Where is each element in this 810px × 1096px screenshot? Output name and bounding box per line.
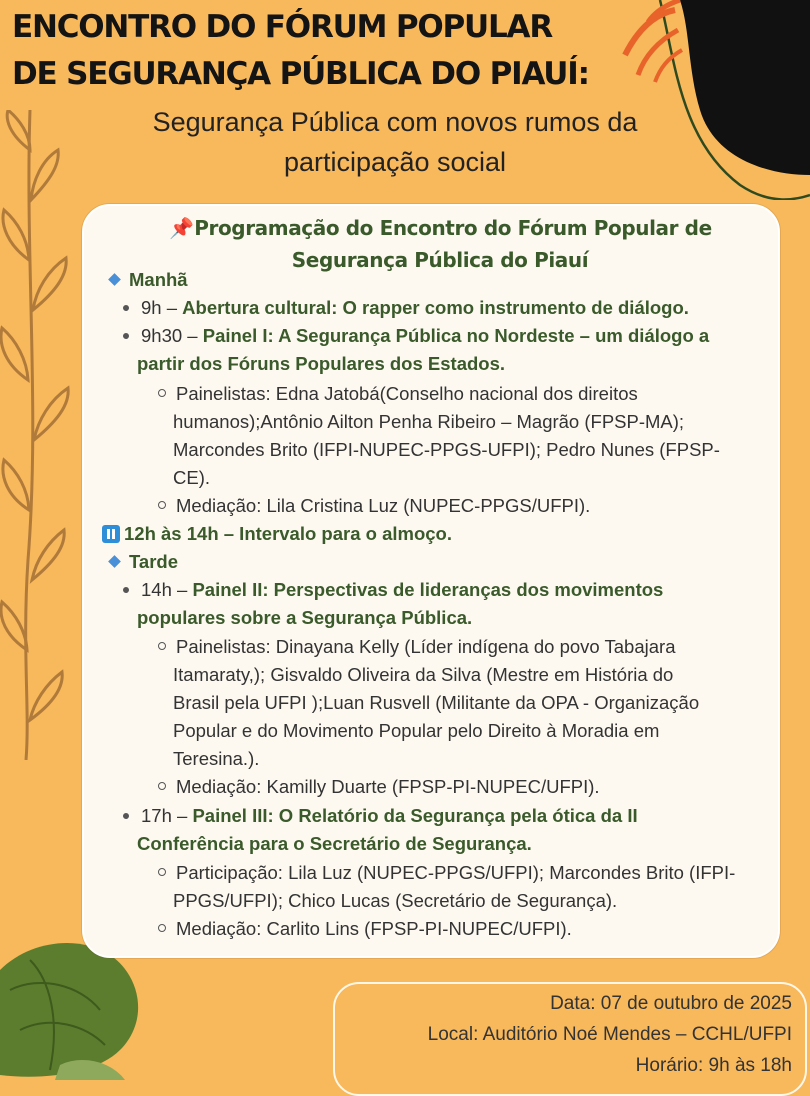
afternoon-heading [107,548,178,576]
morning-label: Manhã [129,269,188,290]
item-title: Painel II: Perspectivas de lideranças dos movimentos [192,579,664,600]
page-subtitle [130,102,660,182]
subtitle-line-1: Segurança Pública com novos rumos da [152,107,638,137]
bullet-icon [123,333,129,339]
item-time: 14h – [141,579,193,600]
list-item [123,576,663,604]
item-title-continued: Conferência para o Secretário de Segurança. [137,833,532,854]
list-item [123,294,689,322]
item-title: Painel I: A Segurança Pública no Nordeste – um diálogo a [202,325,710,346]
circle-bullet-icon [158,642,166,650]
panelists-line: CE). [173,467,210,488]
break-label: 12h às 14h – Intervalo para o almoço. [124,523,452,544]
event-date: Data: 07 de outubro de 2025 [550,993,792,1014]
blue-diamond-icon [108,273,121,286]
sub-item [158,492,590,520]
morning-heading [107,266,188,294]
mediation-line: Mediação: Lila Cristina Luz (NUPEC-PPGS/UFPI). [176,495,591,516]
program-title-line-1: Programação do Encontro do Fórum Popular de [194,216,712,240]
mediation-line: Mediação: Carlito Lins (FPSP-PI-NUPEC/UFPI). [176,918,572,939]
left-branch-decoration [0,110,75,760]
program-title [140,212,740,276]
panelists-line: Brasil pela UFPI );Luan Rusvell (Militante da OPA - Organização [173,692,700,713]
program-title-line-2: Segurança Pública do Piauí [291,248,589,272]
break-item [102,520,452,548]
panelists-line: Painelistas: Dinayana Kelly (Líder indígena do povo Tabajara [176,636,676,657]
blue-diamond-icon [108,555,121,568]
panelists-line: humanos);Antônio Ailton Penha Ribeiro – Magrão (FPSP-MA); [173,411,685,432]
sub-item [158,633,675,661]
sub-item [158,859,735,887]
item-title: Painel III: O Relatório da Segurança pela ótica da II [192,805,638,826]
pause-icon [102,525,120,543]
sub-item [158,915,572,943]
mediation-line: Mediação: Kamilly Duarte (FPSP-PI-NUPEC/UFPI). [176,776,600,797]
item-title-continued: partir dos Fóruns Populares dos Estados. [137,353,506,374]
title-line-2: DE SEGURANÇA PÚBLICA DO PIAUÍ: [12,56,589,92]
event-time: Horário: 9h às 18h [635,1055,792,1076]
panelists-line: Marcondes Brito (IFPI-NUPEC-PPGS-UFPI); Pedro Nunes (FPSP- [173,439,720,460]
page-title [12,4,692,98]
participation-line: PPGS/UFPI); Chico Lucas (Secretário de Segurança). [173,890,618,911]
sub-item [158,773,600,801]
pin-icon: 📌 [168,216,194,240]
bullet-icon [123,813,129,819]
bullet-icon [123,587,129,593]
list-item [123,322,709,350]
list-item [123,802,638,830]
circle-bullet-icon [158,782,166,790]
circle-bullet-icon [158,501,166,509]
afternoon-label: Tarde [129,551,179,572]
panelists-line: Itamaraty,); Gisvaldo Oliveira da Silva (Mestre em História do [173,664,674,685]
item-title: Abertura cultural: O rapper como instrumento de diálogo. [182,297,689,318]
bullet-icon [123,305,129,311]
panelists-line: Painelistas: Edna Jatobá(Conselho nacional dos direitos [176,383,638,404]
title-line-1: ENCONTRO DO FÓRUM POPULAR [12,9,553,45]
participation-line: Participação: Lila Luz (NUPEC-PPGS/UFPI); Marcondes Brito (IFPI- [176,862,736,883]
sub-item [158,380,638,408]
event-location: Local: Auditório Noé Mendes – CCHL/UFPI [427,1024,792,1045]
panelists-line: Popular e do Movimento Popular pelo Direito à Moradia em [173,720,660,741]
circle-bullet-icon [158,924,166,932]
item-title-continued: populares sobre a Segurança Pública. [137,607,473,628]
item-time: 9h – [141,297,183,318]
circle-bullet-icon [158,389,166,397]
item-time: 17h – [141,805,193,826]
item-time: 9h30 – [141,325,203,346]
subtitle-line-2: participação social [283,147,507,177]
panelists-line: Teresina.). [173,748,260,769]
circle-bullet-icon [158,868,166,876]
